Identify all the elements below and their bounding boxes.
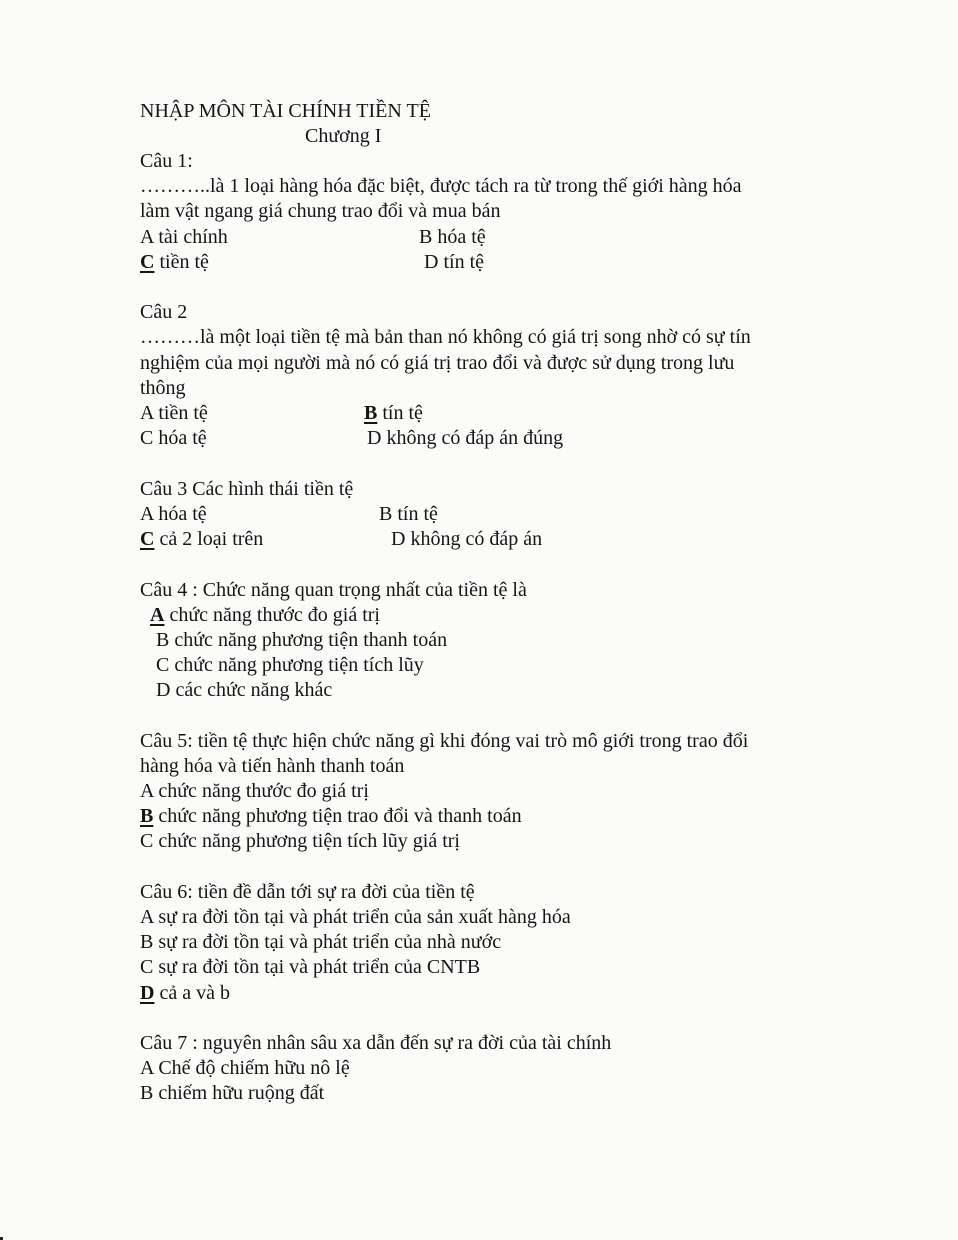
option-text: chức năng phương tiện trao đổi và thanh toán <box>153 805 522 827</box>
question-2-option-d <box>367 426 563 451</box>
question-6-option-a <box>140 905 571 930</box>
question-6-option-d <box>140 981 230 1006</box>
option-text: chức năng thước đo giá trị <box>164 604 380 626</box>
option-letter: A <box>140 402 154 424</box>
question-2-text-line-1: ………là một loại tiền tệ mà bản than nó không có giá trị song nhờ có sự tín <box>140 326 751 348</box>
option-text: hóa tệ <box>153 503 207 525</box>
question-1-option-d <box>424 250 484 275</box>
option-letter: B <box>140 1082 154 1104</box>
option-text: hóa tệ <box>432 226 486 248</box>
option-text: chức năng phương tiện tích lũy giá trị <box>153 830 460 852</box>
correct-answer-marker: A <box>150 604 165 626</box>
option-text: tiền tệ <box>154 251 209 273</box>
question-3-option-c <box>140 527 263 552</box>
question-4-option-b <box>156 628 447 653</box>
question-6-option-c <box>140 955 480 980</box>
correct-answer-marker: B <box>140 805 154 827</box>
correct-answer-marker: C <box>140 251 155 273</box>
question-4-option-d <box>156 678 332 703</box>
option-letter: B <box>156 629 170 651</box>
option-text: tín tệ <box>392 503 438 525</box>
question-7-label: Câu 7 : nguyên nhân sâu xa dẫn đến sự ra đời của tài chính <box>140 1032 612 1054</box>
question-3-option-a <box>140 502 207 527</box>
option-letter: C <box>140 956 154 978</box>
question-2-text-line-3: thông <box>140 377 186 399</box>
question-1-option-a <box>140 225 228 250</box>
option-text: chiếm hữu ruộng đất <box>153 1082 325 1104</box>
question-4-option-a <box>150 603 380 628</box>
question-2-label: Câu 2 <box>140 301 188 323</box>
option-text: chức năng phương tiện thanh toán <box>169 629 448 651</box>
question-7-option-a <box>140 1056 350 1081</box>
question-5-text-line-1: hàng hóa và tiến hành thanh toán <box>140 755 405 777</box>
document-title: NHẬP MÔN TÀI CHÍNH TIỀN TỆ <box>140 100 431 122</box>
question-5-option-c <box>140 829 460 854</box>
question-2-option-c <box>140 426 207 451</box>
question-3-option-b <box>379 502 438 527</box>
question-4-label: Câu 4 : Chức năng quan trọng nhất của tiền tệ là <box>140 579 527 601</box>
option-letter: A <box>140 226 154 248</box>
option-text: cả a và b <box>154 982 230 1004</box>
question-2-option-a <box>140 401 208 426</box>
option-text: cả 2 loại trên <box>154 528 264 550</box>
question-1-text-line-1: ………..là 1 loại hàng hóa đặc biệt, được tách ra từ trong thế giới hàng hóa <box>140 175 742 197</box>
option-letter: D <box>391 528 406 550</box>
option-letter: C <box>156 654 170 676</box>
option-text: sự ra đời tồn tại và phát triển của CNTB <box>153 956 481 978</box>
option-letter: A <box>140 1057 154 1079</box>
question-2-text-line-2: nghiệm của mọi người mà nó có giá trị trao đổi và được sử dụng trong lưu <box>140 352 735 374</box>
option-text: tín tệ <box>438 251 484 273</box>
option-text: tiền tệ <box>153 402 208 424</box>
option-letter: A <box>140 906 154 928</box>
question-5-option-a <box>140 779 369 804</box>
question-3-option-d <box>391 527 542 552</box>
question-3-label: Câu 3 Các hình thái tiền tệ <box>140 478 354 500</box>
question-7-option-b <box>140 1081 324 1106</box>
option-letter: B <box>419 226 433 248</box>
option-letter: D <box>367 427 382 449</box>
option-text: tín tệ <box>377 402 423 424</box>
question-2-option-b <box>364 401 423 426</box>
option-letter: A <box>140 503 154 525</box>
option-text: các chức năng khác <box>170 679 333 701</box>
option-text: tài chính <box>153 226 228 248</box>
option-text: sự ra đời tồn tại và phát triển của nhà nước <box>153 931 502 953</box>
option-letter: C <box>140 427 154 449</box>
option-text: Chế độ chiếm hữu nô lệ <box>153 1057 350 1079</box>
question-1-option-c <box>140 250 209 275</box>
option-text: chức năng phương tiện tích lũy <box>169 654 424 676</box>
chapter-heading: Chương I <box>305 125 382 147</box>
option-letter: B <box>140 931 154 953</box>
question-1-label: Câu 1: <box>140 150 193 172</box>
option-text: không có đáp án <box>405 528 543 550</box>
option-letter: A <box>140 780 154 802</box>
option-letter: C <box>140 830 154 852</box>
option-text: không có đáp án đúng <box>381 427 564 449</box>
question-1-option-b <box>419 225 486 250</box>
question-6-label: Câu 6: tiền đề dẫn tới sự ra đời của tiền tệ <box>140 881 475 903</box>
question-5-option-b <box>140 804 522 829</box>
option-text: sự ra đời tồn tại và phát triển của sản xuất hàng hóa <box>153 906 571 928</box>
question-4-option-c <box>156 653 424 678</box>
question-6-option-b <box>140 930 501 955</box>
question-1-text-line-2: làm vật ngang giá chung trao đổi và mua bán <box>140 200 501 222</box>
correct-answer-marker: D <box>140 982 155 1004</box>
option-letter: B <box>379 503 393 525</box>
option-letter: D <box>156 679 171 701</box>
correct-answer-marker: B <box>364 402 378 424</box>
option-letter: D <box>424 251 439 273</box>
correct-answer-marker: C <box>140 528 155 550</box>
option-text: hóa tệ <box>153 427 207 449</box>
option-text: chức năng thước đo giá trị <box>153 780 369 802</box>
question-5-label: Câu 5: tiền tệ thực hiện chức năng gì khi đóng vai trò mô giới trong trao đổi <box>140 730 749 752</box>
